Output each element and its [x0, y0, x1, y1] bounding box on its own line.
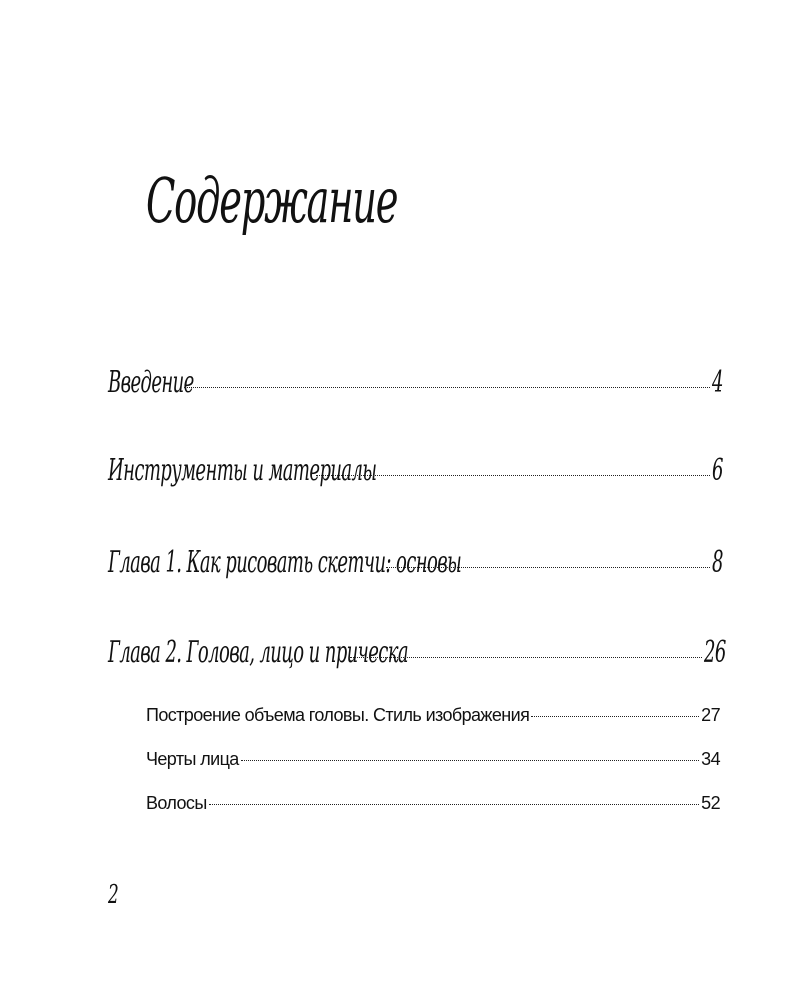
toc-leader-dots	[241, 760, 699, 761]
toc-entry-page: 4	[712, 365, 723, 400]
toc-entry-label: Инструменты и материалы	[108, 453, 377, 488]
page-number: 2	[108, 880, 119, 910]
toc-subentry-page: 34	[701, 749, 720, 769]
toc-entry-chapter-2[interactable]	[108, 635, 726, 670]
toc-leader-dots	[531, 716, 699, 717]
page-title: Содержание	[146, 164, 398, 237]
toc-entry-tools[interactable]	[108, 453, 723, 488]
toc-entry-page: 8	[712, 545, 723, 580]
toc-entry-chapter-1[interactable]	[108, 545, 723, 580]
toc-subentry-label: Черты лица	[146, 749, 239, 769]
toc-leader-dots	[316, 475, 710, 476]
toc-entry-label: Глава 2. Голова, лицо и прическа	[108, 635, 409, 670]
toc-subentry-label: Построение объема головы. Стиль изображения	[146, 705, 530, 725]
toc-entry-label: Глава 1. Как рисовать скетчи: основы	[108, 545, 462, 580]
toc-subentry-hair[interactable]	[146, 794, 720, 812]
toc-subentry-face-features[interactable]	[146, 750, 720, 768]
toc-entry-introduction[interactable]	[108, 365, 723, 400]
toc-leader-dots	[386, 567, 710, 568]
toc-leader-dots	[184, 387, 710, 388]
toc-subentry-page: 27	[701, 705, 720, 725]
toc-leader-dots	[209, 804, 699, 805]
toc-subentry-head-volume[interactable]	[146, 706, 720, 724]
toc-entry-page: 6	[712, 453, 723, 488]
toc-entry-label: Введение	[108, 365, 194, 400]
toc-leader-dots	[350, 657, 702, 658]
toc-subentry-page: 52	[701, 793, 720, 813]
toc-entry-page: 26	[704, 635, 726, 670]
toc-subentry-label: Волосы	[146, 793, 207, 813]
